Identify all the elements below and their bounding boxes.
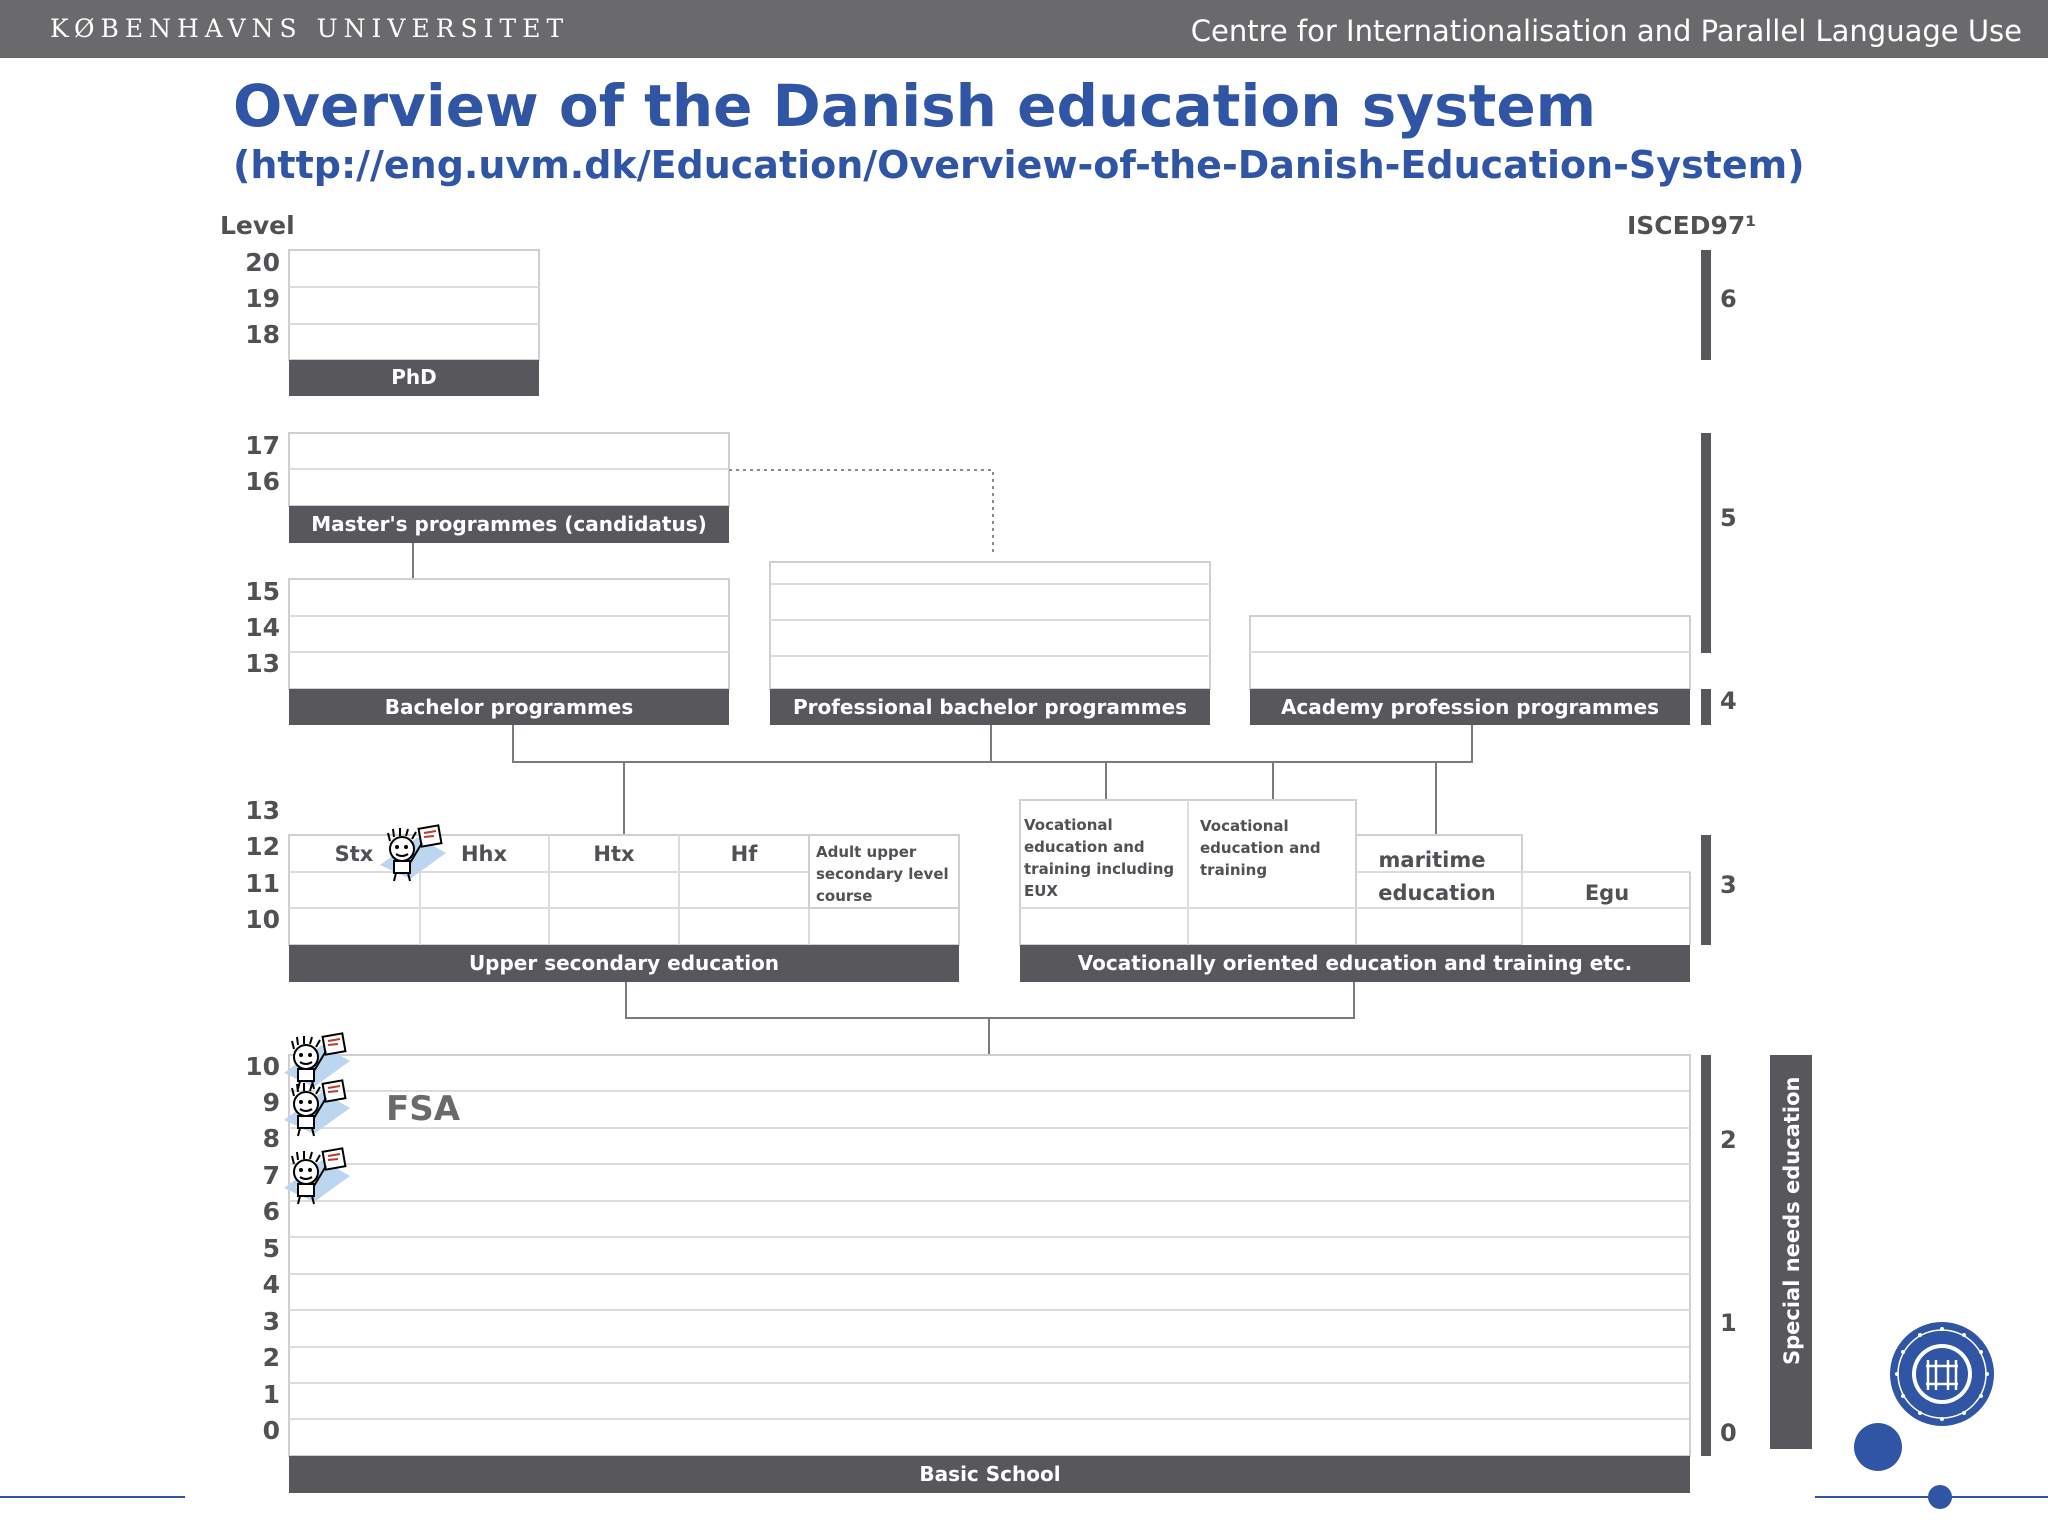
vocational-eux-line: EUX: [1024, 882, 1058, 900]
vocational-training-line: Vocational: [1200, 817, 1289, 835]
vocational-bar-label: Vocationally oriented education and training etc.: [1077, 951, 1633, 975]
level-number: 9: [262, 1088, 280, 1117]
level-number: 11: [245, 869, 280, 898]
isced-level: 6: [1720, 285, 1737, 313]
level-number: 2: [262, 1343, 280, 1372]
academy-block: [1250, 616, 1690, 725]
upper-secondary-block: [289, 835, 959, 982]
phd-bar-label: PhD: [391, 365, 437, 389]
adult-upper-line: Adult upper: [816, 843, 917, 861]
level-number: 8: [262, 1124, 280, 1153]
vocational-training-line: training: [1200, 861, 1268, 879]
adult-upper-line: secondary level: [816, 865, 949, 883]
programme-egu: Egu: [1584, 881, 1630, 905]
adult-upper-line: course: [816, 887, 873, 905]
vocational-eux-line: training including: [1024, 860, 1175, 878]
isced-level: 5: [1720, 504, 1737, 532]
vocational-eux-line: Vocational: [1024, 816, 1113, 834]
upper-secondary-bar-label: Upper secondary education: [468, 951, 780, 975]
slide-title: Overview of the Danish education system: [233, 72, 1597, 140]
isced-bars: [1701, 250, 1711, 1456]
professional-bachelor-bar-label: Professional bachelor programmes: [792, 695, 1188, 719]
bachelor-bar-label: Bachelor programmes: [384, 695, 634, 719]
programme-hhx: Hhx: [460, 842, 508, 866]
vocational-eux-line: education and: [1024, 838, 1145, 856]
footer-dot: [1928, 1485, 1952, 1509]
isced-level: 2: [1720, 1126, 1737, 1154]
level-number: 0: [262, 1416, 280, 1445]
level-number: 6: [262, 1197, 280, 1226]
masters-block: [289, 433, 729, 543]
fsa-label: FSA: [386, 1089, 461, 1129]
level-number: 3: [262, 1307, 280, 1336]
vocational-block: [1020, 800, 1690, 982]
level-number: 13: [245, 796, 280, 825]
level-number: 4: [262, 1270, 280, 1299]
phd-block: [289, 250, 539, 396]
programme-stx: Stx: [334, 842, 374, 866]
level-number: 17: [245, 431, 280, 460]
level-heading: Level: [220, 211, 295, 240]
level-number: 10: [245, 1052, 280, 1081]
programme-hf: Hf: [730, 842, 758, 866]
maritime-line: maritime: [1378, 848, 1486, 872]
basic-school-bar-label: Basic School: [919, 1462, 1061, 1486]
special-needs-bar: [1770, 1055, 1812, 1449]
university-seal-icon: [1888, 1320, 1996, 1428]
level-number: 10: [245, 905, 280, 934]
footer-dot: [1854, 1423, 1902, 1471]
centre-name: Centre for Internationalisation and Parallel Language Use: [1190, 14, 2022, 48]
level-number: 16: [245, 467, 280, 496]
isced-level: 3: [1720, 871, 1737, 899]
level-number: 19: [245, 284, 280, 313]
level-number: 14: [245, 613, 280, 642]
programme-htx: Htx: [593, 842, 635, 866]
level-number: 5: [262, 1234, 280, 1263]
isced-heading: ISCED97¹: [1627, 211, 1757, 240]
level-number: 7: [262, 1161, 280, 1190]
isced-level: 4: [1720, 687, 1737, 715]
professional-bachelor-block: [770, 562, 1210, 725]
isced-level: 0: [1720, 1419, 1737, 1447]
footer-line: [0, 1496, 185, 1498]
vocational-training-line: education and: [1200, 839, 1321, 857]
masters-bar-label: Master's programmes (candidatus): [311, 512, 707, 536]
university-name: KØBENHAVNS UNIVERSITET: [50, 14, 570, 43]
bachelor-block: [289, 579, 729, 725]
isced-level: 1: [1720, 1309, 1737, 1337]
level-number: 15: [245, 577, 280, 606]
slide-subtitle-url: (http://eng.uvm.dk/Education/Overview-of-the-Danish-Education-System): [233, 143, 1805, 187]
level-number: 1: [262, 1380, 280, 1409]
level-number: 20: [245, 248, 280, 277]
connector-lines: [626, 982, 1354, 1055]
academy-bar-label: Academy profession programmes: [1280, 695, 1660, 719]
level-number: 18: [245, 320, 280, 349]
dotted-connector: [729, 470, 993, 556]
level-number: 13: [245, 649, 280, 678]
basic-school-block: [289, 1055, 1690, 1493]
maritime-line: education: [1378, 881, 1496, 905]
special-needs-label: Special needs education: [1780, 1076, 1804, 1365]
level-number: 12: [245, 832, 280, 861]
